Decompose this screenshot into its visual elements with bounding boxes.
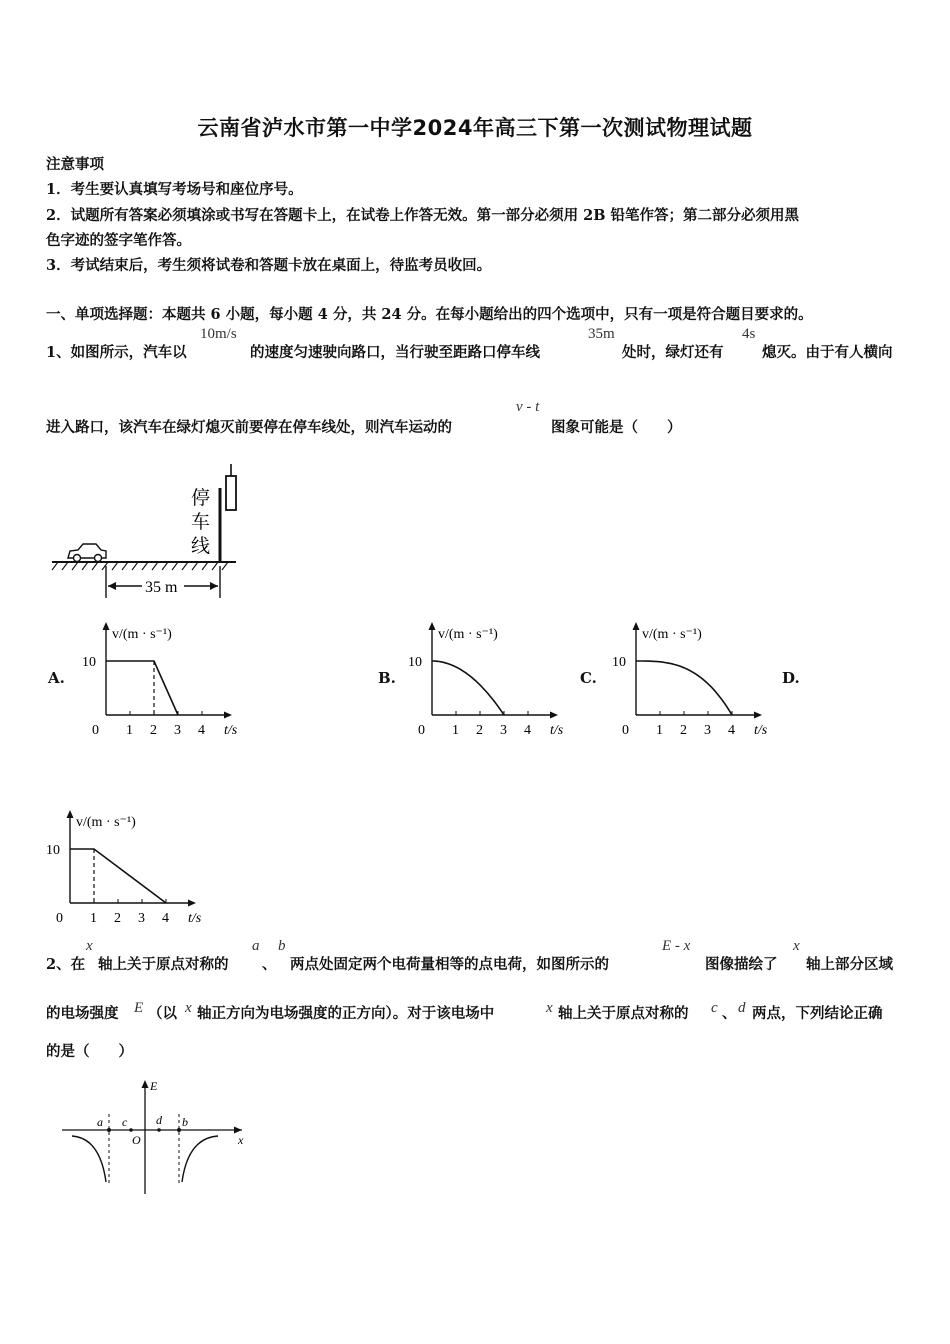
q2-x: x bbox=[86, 938, 93, 954]
y-tick-label: 10 bbox=[408, 655, 422, 670]
vt-series-line bbox=[70, 849, 166, 903]
x-tick-label: 3 bbox=[500, 723, 507, 736]
q1-text-4: 熄灭。由于有人横向 bbox=[762, 344, 893, 361]
q2-text-6: 的电场强度 bbox=[46, 1005, 119, 1022]
stop-label-2: 车 bbox=[191, 512, 211, 533]
x-axis-label: t/s bbox=[754, 723, 768, 736]
ground-hatch bbox=[52, 562, 228, 570]
q2-text-1: 2、在 bbox=[46, 956, 86, 973]
q2-text-5: 轴上部分区域 bbox=[806, 956, 893, 973]
y-axis-label: v/(m · s⁻¹) bbox=[76, 815, 136, 830]
vt-series-line bbox=[106, 661, 178, 715]
x-tick-label: 0 bbox=[622, 723, 629, 736]
x-axis-label: t/s bbox=[550, 723, 564, 736]
q2-ex-figure bbox=[58, 1074, 250, 1198]
notice-item-2-cont: 色字迹的签字笔作答。 bbox=[46, 232, 191, 249]
q1-text-1: 1、如图所示，汽车以 bbox=[46, 344, 187, 361]
fig-label-c: c bbox=[122, 1115, 128, 1129]
q1-text-6: 图象可能是（ ） bbox=[551, 419, 682, 436]
fig-label-O: O bbox=[132, 1133, 141, 1147]
x-axis-label: t/s bbox=[188, 911, 202, 924]
x-tick-label: 3 bbox=[174, 723, 181, 736]
q2-c: c bbox=[711, 1000, 718, 1016]
y-axis-label: v/(m · s⁻¹) bbox=[642, 627, 702, 642]
q2-x2: x bbox=[793, 938, 800, 954]
x-tick-label: 4 bbox=[198, 723, 205, 736]
q1-road-figure bbox=[48, 458, 248, 606]
q2-text-8: 轴正方向为电场强度的正方向）。对于该电场中 bbox=[197, 1005, 495, 1022]
x-tick-label: 3 bbox=[704, 723, 711, 736]
notice-item-1: 1．考生要认真填写考场号和座位序号。 bbox=[46, 181, 303, 198]
x-tick-label: 0 bbox=[92, 723, 99, 736]
stop-label-1: 停 bbox=[191, 488, 211, 509]
y-tick-label: 10 bbox=[46, 843, 60, 858]
q1-speed: 10m/s bbox=[200, 326, 237, 342]
q2-text-3: 两点处固定两个电荷量相等的点电荷，如图所示的 bbox=[290, 956, 609, 973]
x-tick-label: 4 bbox=[162, 911, 169, 924]
x-tick-label: 2 bbox=[680, 723, 687, 736]
q1-vt: v - t bbox=[516, 399, 540, 415]
x-tick-label: 2 bbox=[476, 723, 483, 736]
x-tick-label: 2 bbox=[114, 911, 121, 924]
field-curve-left bbox=[72, 1136, 106, 1182]
q2-text-2: 轴上关于原点对称的 bbox=[98, 956, 229, 973]
q2-sep: 、 bbox=[262, 956, 277, 973]
q2-text-9: 轴上关于原点对称的 bbox=[558, 1005, 689, 1022]
graph-c bbox=[608, 616, 768, 736]
y-axis-label: v/(m · s⁻¹) bbox=[438, 627, 498, 642]
q1-text-2: 的速度匀速驶向路口，当行驶至距路口停车线 bbox=[250, 344, 540, 361]
distance-label: 35 m bbox=[145, 579, 178, 596]
q2-x4: x bbox=[546, 1000, 553, 1016]
car-icon bbox=[68, 544, 106, 562]
q2-d: d bbox=[738, 1000, 746, 1016]
option-c-label: C. bbox=[580, 669, 597, 687]
stop-label-3: 线 bbox=[191, 536, 211, 557]
field-curve-right bbox=[182, 1136, 218, 1182]
page-title: 云南省泸水市第一中学2024年高三下第一次测试物理试题 bbox=[197, 116, 753, 140]
q1-text-5: 进入路口，该汽车在绿灯熄灭前要停在停车线处，则汽车运动的 bbox=[46, 419, 452, 436]
y-tick-label: 10 bbox=[612, 655, 626, 670]
x-tick-label: 1 bbox=[656, 723, 663, 736]
notice-item-3: 3．考试结束后，考生须将试卷和答题卡放在桌面上，待监考员收回。 bbox=[46, 257, 492, 274]
x-axis-label: t/s bbox=[224, 723, 238, 736]
q2-text-7: （以 bbox=[148, 1005, 177, 1022]
notice-heading: 注意事项 bbox=[46, 156, 104, 173]
graph-d bbox=[42, 804, 202, 924]
graph-b bbox=[404, 616, 564, 736]
option-d-label: D. bbox=[782, 669, 800, 687]
x-tick-label: 1 bbox=[90, 911, 97, 924]
x-tick-label: 1 bbox=[452, 723, 459, 736]
q1-time: 4s bbox=[742, 326, 756, 342]
y-tick-label: 10 bbox=[82, 655, 96, 670]
x-tick-label: 1 bbox=[126, 723, 133, 736]
q2-text-10: 两点，下列结论正确 bbox=[752, 1005, 883, 1022]
fig-label-a: a bbox=[97, 1115, 103, 1129]
graph-a bbox=[78, 616, 238, 736]
q2-ex: E - x bbox=[662, 938, 691, 954]
x-tick-label: 3 bbox=[138, 911, 145, 924]
y-axis-label: v/(m · s⁻¹) bbox=[112, 627, 172, 642]
option-a-label: A. bbox=[48, 669, 65, 687]
fig-label-d: d bbox=[156, 1113, 162, 1127]
x-tick-label: 0 bbox=[56, 911, 63, 924]
q2-text-4: 图像描绘了 bbox=[705, 956, 778, 973]
q1-distance: 35m bbox=[588, 326, 615, 342]
q2-E: E bbox=[134, 1000, 144, 1016]
x-tick-label: 4 bbox=[524, 723, 531, 736]
vt-series-line bbox=[432, 661, 504, 715]
q2-a: a bbox=[252, 938, 260, 954]
fig-label-x: x bbox=[238, 1133, 244, 1147]
section-heading: 一、单项选择题：本题共 6 小题，每小题 4 分，共 24 分。在每小题给出的四个选项中，只有一项是符合题目要求的。 bbox=[46, 306, 813, 323]
traffic-light-icon bbox=[226, 476, 236, 510]
fig-label-b: b bbox=[182, 1115, 188, 1129]
x-tick-label: 2 bbox=[150, 723, 157, 736]
q2-text-11: 的是（ ） bbox=[46, 1043, 133, 1060]
q2-x3: x bbox=[185, 1000, 192, 1016]
option-b-label: B. bbox=[378, 669, 396, 687]
fig-label-E: E bbox=[150, 1079, 158, 1093]
q2-sep2: 、 bbox=[722, 1005, 737, 1022]
q2-b: b bbox=[278, 938, 286, 954]
notice-item-2: 2．试题所有答案必须填涂或书写在答题卡上，在试卷上作答无效。第一部分必须用 2B 铅笔作答；第二部分必须用黑 bbox=[46, 207, 800, 224]
x-tick-label: 0 bbox=[418, 723, 425, 736]
q1-text-3: 处时，绿灯还有 bbox=[622, 344, 724, 361]
vt-series-line bbox=[636, 661, 732, 715]
x-tick-label: 4 bbox=[728, 723, 735, 736]
